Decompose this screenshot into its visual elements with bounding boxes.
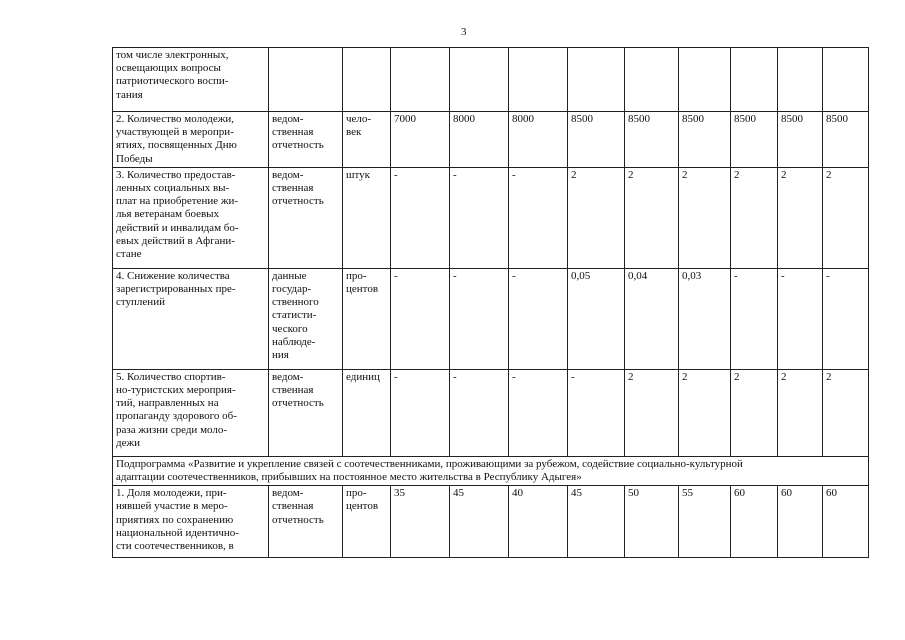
page-number: 3: [461, 26, 467, 38]
indicator-unit-cell: чело- век: [343, 112, 391, 168]
indicator-unit-cell: единиц: [343, 369, 391, 456]
indicator-value-cell: -: [391, 369, 450, 456]
subprogram-row: [113, 456, 869, 485]
indicator-source-cell: [269, 48, 343, 112]
indicator-value-cell: 2: [679, 167, 731, 268]
indicator-value-cell: 8500: [731, 112, 778, 168]
indicator-value-cell: -: [568, 369, 625, 456]
indicator-value-cell: -: [509, 268, 568, 369]
indicator-name-cell: 5. Количество спортив- но-туристских мероприя- тий, направленных на пропаганду здорового об- раза жизни среди моло- дежи: [113, 369, 269, 456]
indicator-value-cell: 2: [823, 167, 869, 268]
indicator-source-cell: ведом- ственная отчетность: [269, 167, 343, 268]
indicator-value-cell: 8500: [778, 112, 823, 168]
indicator-value-cell: 8000: [509, 112, 568, 168]
indicator-value-cell: -: [778, 268, 823, 369]
indicator-value-cell: 0,05: [568, 268, 625, 369]
subprogram-indicator-source-cell: ведом- ственная отчетность: [269, 486, 343, 558]
table-row: [113, 486, 869, 558]
indicator-value-cell: 2: [731, 369, 778, 456]
indicator-value-cell: [731, 48, 778, 112]
indicator-value-cell: [509, 48, 568, 112]
indicator-name-cell: 2. Количество молодежи, участвующей в меропри- ятиях, посвященных Дню Победы: [113, 112, 269, 168]
indicator-value-cell: [391, 48, 450, 112]
table-row: [113, 369, 869, 456]
indicator-source-cell: данные государ- ственного статисти- ческого наблюде- ния: [269, 268, 343, 369]
subprogram-indicator-value-cell: 35: [391, 486, 450, 558]
subprogram-indicator-value-cell: 60: [731, 486, 778, 558]
subprogram-title: Подпрограмма «Развитие и укрепление связей с соотечественниками, проживающими за рубежом, содействие социально-культурной адаптации соотечественников, прибывших на постоянное место жительства в Республику Адыгея»: [113, 456, 869, 485]
indicator-value-cell: -: [450, 268, 509, 369]
indicator-value-cell: 8500: [823, 112, 869, 168]
subprogram-indicator-value-cell: 40: [509, 486, 568, 558]
indicator-value-cell: 0,03: [679, 268, 731, 369]
subprogram-indicator-name-cell: 1. Доля молодежи, при- нявшей участие в меро- приятиях по сохранению национальной идентично- сти соотечественников, в: [113, 486, 269, 558]
indicator-unit-cell: про- центов: [343, 268, 391, 369]
indicator-value-cell: [625, 48, 679, 112]
table-row: [113, 268, 869, 369]
indicator-name-cell: том числе электронных, освещающих вопросы патриотического воспи- тания: [113, 48, 269, 112]
indicator-value-cell: 7000: [391, 112, 450, 168]
indicator-value-cell: [679, 48, 731, 112]
subprogram-indicator-value-cell: 50: [625, 486, 679, 558]
indicator-value-cell: -: [391, 268, 450, 369]
indicator-value-cell: 2: [568, 167, 625, 268]
indicator-name-cell: 4. Снижение количества зарегистрированных пре- ступлений: [113, 268, 269, 369]
indicator-value-cell: -: [450, 167, 509, 268]
indicator-value-cell: 2: [778, 369, 823, 456]
indicator-value-cell: 2: [778, 167, 823, 268]
indicator-value-cell: -: [391, 167, 450, 268]
indicator-value-cell: 2: [625, 369, 679, 456]
indicator-source-cell: ведом- ственная отчетность: [269, 369, 343, 456]
table-row: [113, 167, 869, 268]
subprogram-indicator-value-cell: 45: [450, 486, 509, 558]
indicator-value-cell: 2: [731, 167, 778, 268]
indicator-value-cell: 8000: [450, 112, 509, 168]
subprogram-indicator-unit-cell: про- центов: [343, 486, 391, 558]
indicator-value-cell: -: [509, 167, 568, 268]
indicators-table: [112, 47, 869, 558]
indicator-value-cell: -: [509, 369, 568, 456]
indicator-value-cell: 2: [679, 369, 731, 456]
indicator-value-cell: 2: [823, 369, 869, 456]
indicator-value-cell: [450, 48, 509, 112]
indicator-value-cell: [823, 48, 869, 112]
subprogram-indicator-value-cell: 45: [568, 486, 625, 558]
indicator-value-cell: 8500: [568, 112, 625, 168]
indicator-name-cell: 3. Количество предостав- ленных социальных вы- плат на приобретение жи- лья ветеранам боевых действий и инвалидам бо- евых действий в Афгани- стане: [113, 167, 269, 268]
table-row: [113, 112, 869, 168]
indicator-value-cell: -: [450, 369, 509, 456]
indicator-unit-cell: [343, 48, 391, 112]
subprogram-indicator-value-cell: 60: [778, 486, 823, 558]
indicator-value-cell: [778, 48, 823, 112]
indicator-unit-cell: штук: [343, 167, 391, 268]
indicator-value-cell: 2: [625, 167, 679, 268]
indicator-value-cell: 0,04: [625, 268, 679, 369]
indicator-value-cell: -: [731, 268, 778, 369]
subprogram-indicator-value-cell: 55: [679, 486, 731, 558]
indicator-value-cell: 8500: [679, 112, 731, 168]
subprogram-indicator-value-cell: 60: [823, 486, 869, 558]
indicator-value-cell: 8500: [625, 112, 679, 168]
indicator-value-cell: [568, 48, 625, 112]
table-row: [113, 48, 869, 112]
indicator-value-cell: -: [823, 268, 869, 369]
indicator-source-cell: ведом- ственная отчетность: [269, 112, 343, 168]
